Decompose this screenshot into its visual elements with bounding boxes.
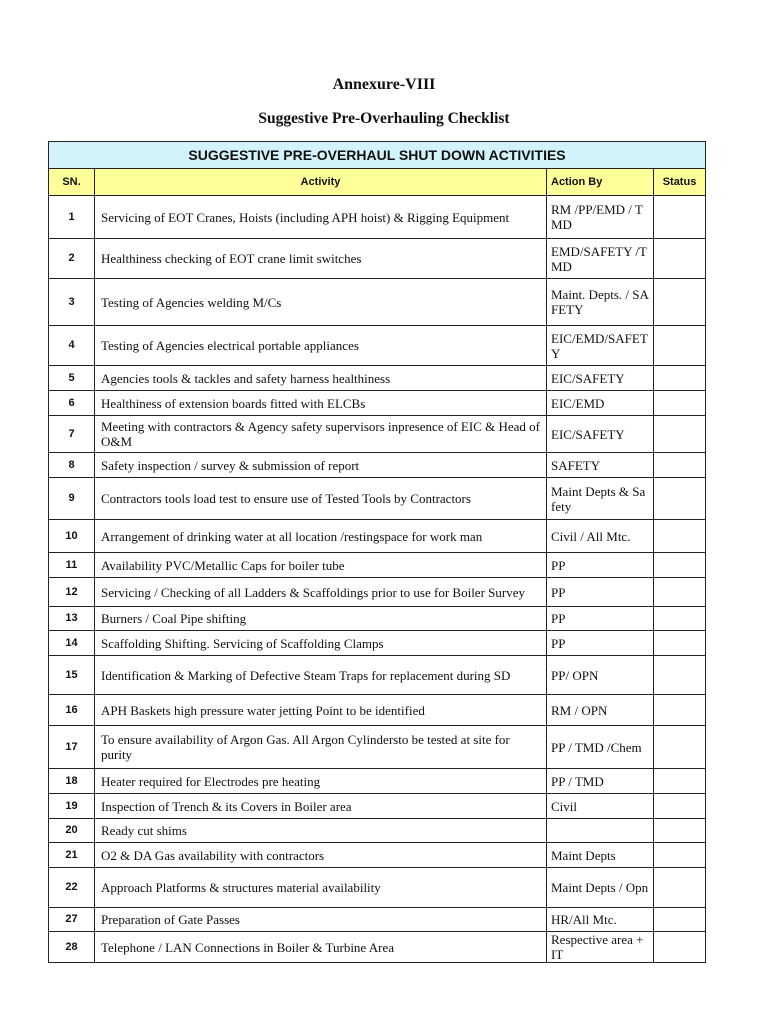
table-row: [49, 279, 706, 326]
row-activity: Heater required for Electrodes pre heating: [95, 769, 547, 794]
row-action-by: PP / TMD /Chem: [547, 726, 654, 769]
row-activity: Healthiness of extension boards fitted with ELCBs: [95, 391, 547, 416]
row-action-by: PP: [547, 578, 654, 607]
table-row: [49, 695, 706, 726]
row-sn: 22: [49, 868, 95, 908]
row-activity: Safety inspection / survey & submission of report: [95, 453, 547, 478]
row-status: [654, 578, 706, 607]
header-sn: SN.: [49, 169, 95, 196]
header-row: [49, 169, 706, 196]
table-row: [49, 391, 706, 416]
row-activity: Agencies tools & tackles and safety harness healthiness: [95, 366, 547, 391]
row-action-by: Maint. Depts. / SAFETY: [547, 279, 654, 326]
row-sn: 17: [49, 726, 95, 769]
row-status: [654, 520, 706, 553]
row-status: [654, 478, 706, 520]
table-row: [49, 607, 706, 631]
row-sn: 28: [49, 932, 95, 963]
table-row: [49, 794, 706, 819]
row-activity: Inspection of Trench & its Covers in Boiler area: [95, 794, 547, 819]
row-sn: 11: [49, 553, 95, 578]
row-activity: To ensure availability of Argon Gas. All Argon Cylindersto be tested at site for purity: [95, 726, 547, 769]
row-status: [654, 932, 706, 963]
row-activity: Contractors tools load test to ensure use of Tested Tools by Contractors: [95, 478, 547, 520]
table-row: [49, 453, 706, 478]
row-sn: 2: [49, 239, 95, 279]
row-sn: 14: [49, 631, 95, 656]
row-action-by: PP/ OPN: [547, 656, 654, 695]
row-activity: Testing of Agencies electrical portable appliances: [95, 326, 547, 366]
header-activity: Activity: [95, 169, 547, 196]
row-activity: Servicing / Checking of all Ladders & Scaffoldings prior to use for Boiler Survey: [95, 578, 547, 607]
table-row: [49, 656, 706, 695]
row-action-by: PP / TMD: [547, 769, 654, 794]
row-sn: 15: [49, 656, 95, 695]
row-sn: 4: [49, 326, 95, 366]
annexure-label: Annexure-VIII: [332, 76, 436, 93]
table-row: [49, 196, 706, 239]
row-status: [654, 726, 706, 769]
table-row: [49, 578, 706, 607]
row-action-by: Maint Depts / Opn: [547, 868, 654, 908]
row-activity: APH Baskets high pressure water jetting Point to be identified: [95, 695, 547, 726]
row-status: [654, 391, 706, 416]
table-row: [49, 932, 706, 963]
row-action-by: PP: [547, 631, 654, 656]
table-row: [49, 843, 706, 868]
row-activity: O2 & DA Gas availability with contractors: [95, 843, 547, 868]
table-row: [49, 819, 706, 843]
row-activity: Availability PVC/Metallic Caps for boiler tube: [95, 553, 547, 578]
row-status: [654, 196, 706, 239]
table-body: [49, 196, 706, 963]
table-row: [49, 553, 706, 578]
table-row: [49, 726, 706, 769]
row-status: [654, 553, 706, 578]
row-status: [654, 453, 706, 478]
row-activity: Healthiness checking of EOT crane limit switches: [95, 239, 547, 279]
row-action-by: HR/All Mtc.: [547, 908, 654, 932]
header-status: Status: [654, 169, 706, 196]
row-action-by: PP: [547, 553, 654, 578]
table-row: [49, 908, 706, 932]
row-activity: Burners / Coal Pipe shifting: [95, 607, 547, 631]
row-action-by: Maint Depts: [547, 843, 654, 868]
row-action-by: EIC/SAFETY: [547, 366, 654, 391]
row-sn: 12: [49, 578, 95, 607]
row-status: [654, 366, 706, 391]
header-action-by: Action By: [547, 169, 654, 196]
row-activity: Approach Platforms & structures material availability: [95, 868, 547, 908]
row-sn: 3: [49, 279, 95, 326]
row-sn: 27: [49, 908, 95, 932]
row-sn: 19: [49, 794, 95, 819]
row-status: [654, 607, 706, 631]
row-status: [654, 326, 706, 366]
row-sn: 20: [49, 819, 95, 843]
row-activity: Servicing of EOT Cranes, Hoists (including APH hoist) & Rigging Equipment: [95, 196, 547, 239]
row-activity: Testing of Agencies welding M/Cs: [95, 279, 547, 326]
row-sn: 7: [49, 416, 95, 453]
row-action-by: EIC/SAFETY: [547, 416, 654, 453]
row-action-by: Respective area + IT: [547, 932, 654, 963]
row-status: [654, 794, 706, 819]
row-activity: Telephone / LAN Connections in Boiler & Turbine Area: [95, 932, 547, 963]
row-activity: Meeting with contractors & Agency safety supervisors inpresence of EIC & Head of O&M: [95, 416, 547, 453]
row-sn: 9: [49, 478, 95, 520]
row-status: [654, 843, 706, 868]
row-action-by: EIC/EMD/SAFETY: [547, 326, 654, 366]
table-row: [49, 769, 706, 794]
row-sn: 21: [49, 843, 95, 868]
row-activity: Scaffolding Shifting. Servicing of Scaffolding Clamps: [95, 631, 547, 656]
table-row: [49, 868, 706, 908]
table-row: [49, 326, 706, 366]
row-action-by: RM /PP/EMD / TMD: [547, 196, 654, 239]
row-action-by: PP: [547, 607, 654, 631]
row-status: [654, 819, 706, 843]
table-row: [49, 239, 706, 279]
table-row: [49, 631, 706, 656]
document-title: Suggestive Pre-Overhauling Checklist: [258, 110, 510, 127]
row-status: [654, 279, 706, 326]
table-row: [49, 416, 706, 453]
row-status: [654, 416, 706, 453]
row-status: [654, 656, 706, 695]
row-status: [654, 908, 706, 932]
checklist-table: [48, 141, 706, 963]
row-sn: 5: [49, 366, 95, 391]
row-status: [654, 868, 706, 908]
table-banner: SUGGESTIVE PRE-OVERHAUL SHUT DOWN ACTIVITIES: [49, 142, 706, 169]
row-action-by: Civil: [547, 794, 654, 819]
table-row: [49, 366, 706, 391]
row-status: [654, 695, 706, 726]
row-action-by: EMD/SAFETY /TMD: [547, 239, 654, 279]
row-sn: 8: [49, 453, 95, 478]
row-action-by: Maint Depts & Safety: [547, 478, 654, 520]
row-sn: 1: [49, 196, 95, 239]
row-activity: Preparation of Gate Passes: [95, 908, 547, 932]
row-status: [654, 769, 706, 794]
table-row: [49, 520, 706, 553]
row-status: [654, 239, 706, 279]
table-row: [49, 478, 706, 520]
row-sn: 18: [49, 769, 95, 794]
row-action-by: EIC/EMD: [547, 391, 654, 416]
row-sn: 13: [49, 607, 95, 631]
row-activity: Ready cut shims: [95, 819, 547, 843]
row-status: [654, 631, 706, 656]
row-activity: Arrangement of drinking water at all location /restingspace for work man: [95, 520, 547, 553]
row-sn: 6: [49, 391, 95, 416]
row-sn: 16: [49, 695, 95, 726]
row-action-by: [547, 819, 654, 843]
row-activity: Identification & Marking of Defective Steam Traps for replacement during SD: [95, 656, 547, 695]
row-action-by: Civil / All Mtc.: [547, 520, 654, 553]
row-action-by: SAFETY: [547, 453, 654, 478]
row-sn: 10: [49, 520, 95, 553]
row-action-by: RM / OPN: [547, 695, 654, 726]
